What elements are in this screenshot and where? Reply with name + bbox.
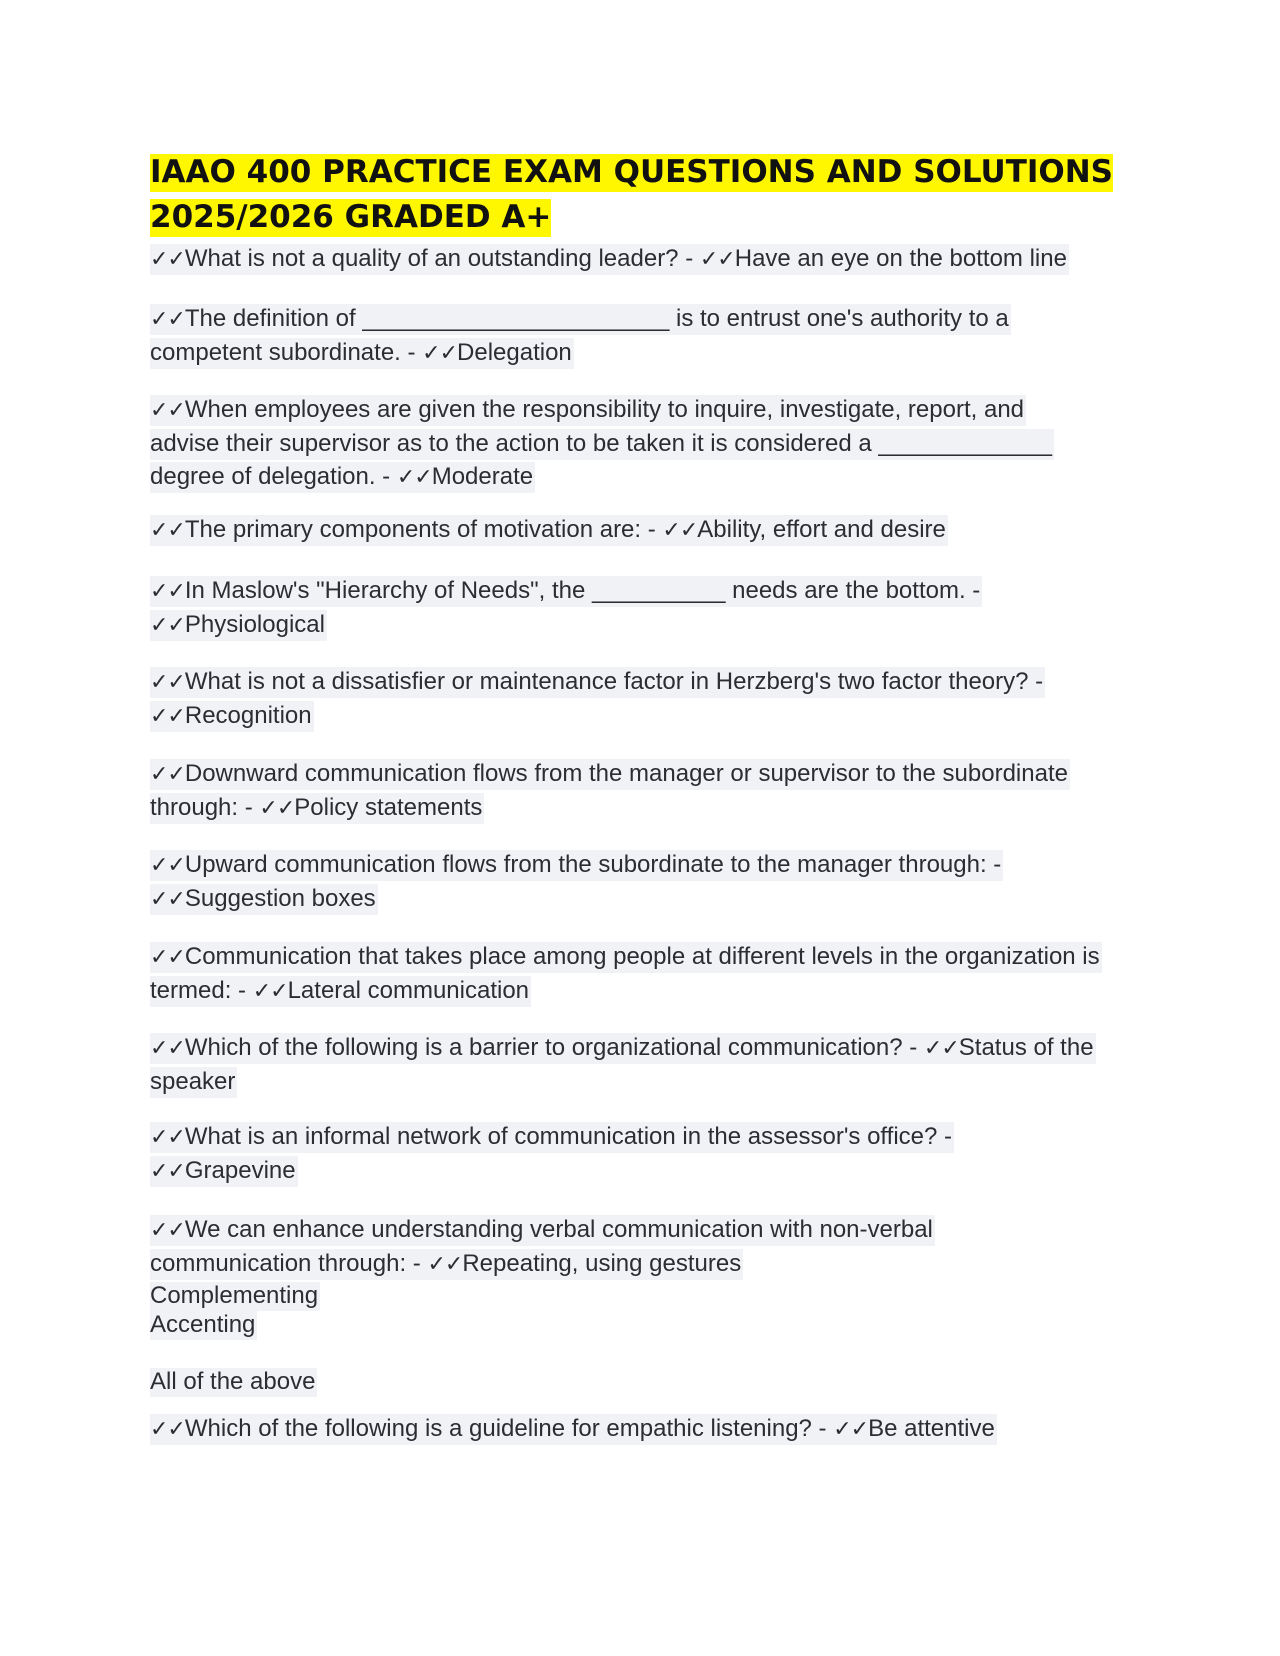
question-text: The primary components of motivation are: - <box>184 516 663 543</box>
check-icon: ✓✓ <box>150 1159 185 1184</box>
answer-text: Recognition <box>184 702 312 729</box>
qa-item <box>150 665 1100 733</box>
check-icon: ✓✓ <box>150 247 185 272</box>
check-icon: ✓✓ <box>699 247 735 272</box>
check-icon: ✓✓ <box>150 670 185 695</box>
question-text: Downward communication flows from the manager or supervisor to the subordinate through: - <box>150 760 1068 821</box>
question-text: Which of the following is a barrier to organizational communication? - <box>184 1034 924 1061</box>
qa-item <box>150 302 1060 370</box>
answer-text: Ability, effort and desire <box>697 516 946 543</box>
qa-item <box>150 940 1140 1008</box>
check-icon: ✓✓ <box>150 1417 185 1442</box>
qa-item <box>150 1213 1010 1398</box>
check-icon: ✓✓ <box>252 979 288 1004</box>
answer-text: Repeating, using gestures <box>462 1250 742 1277</box>
check-icon: ✓✓ <box>150 613 185 638</box>
answer-trailing-line: All of the above <box>150 1368 316 1395</box>
check-icon: ✓✓ <box>923 1036 959 1061</box>
document-title <box>150 150 1130 240</box>
check-icon: ✓✓ <box>427 1252 463 1277</box>
check-icon: ✓✓ <box>396 465 432 490</box>
question-text: What is not a quality of an outstanding leader? - <box>184 245 700 272</box>
qa-item <box>150 242 1140 276</box>
answer-text: Lateral communication <box>287 977 530 1004</box>
qa-item <box>150 848 1050 916</box>
check-icon: ✓✓ <box>150 762 185 787</box>
check-icon: ✓✓ <box>150 518 185 543</box>
question-text: What is an informal network of communication in the assessor's office? - <box>184 1123 953 1150</box>
check-icon: ✓✓ <box>150 945 185 970</box>
check-icon: ✓✓ <box>259 796 295 821</box>
answer-text: Suggestion boxes <box>184 885 376 912</box>
check-icon: ✓✓ <box>150 398 185 423</box>
qa-item <box>150 1412 1140 1446</box>
check-icon: ✓✓ <box>150 307 185 332</box>
question-text: We can enhance understanding verbal communication with non-verbal communication through: - <box>150 1216 933 1277</box>
check-icon: ✓✓ <box>662 518 698 543</box>
answer-text: Delegation <box>457 339 572 366</box>
answer-text: Grapevine <box>184 1157 296 1184</box>
check-icon: ✓✓ <box>833 1417 869 1442</box>
title-line-2: 2025/2026 GRADED A+ <box>150 199 552 235</box>
check-icon: ✓✓ <box>150 887 185 912</box>
qa-item <box>150 513 1140 547</box>
qa-item <box>150 1120 1010 1188</box>
check-icon: ✓✓ <box>150 1036 185 1061</box>
check-icon: ✓✓ <box>150 579 185 604</box>
answer-text: Moderate <box>431 463 534 490</box>
answer-text: Physiological <box>184 611 325 638</box>
check-icon: ✓✓ <box>150 704 185 729</box>
answer-text: Status of the speaker <box>150 1034 1094 1095</box>
check-icon: ✓✓ <box>150 853 185 878</box>
question-text: Which of the following is a guideline for empathic listening? - <box>184 1415 834 1442</box>
answer-extra-line: Accenting <box>150 1311 256 1338</box>
answer-text: Have an eye on the bottom line <box>734 245 1067 272</box>
question-text: The definition of _______________________ is to entrust one's authority to a competent subordinate. - <box>150 305 1009 366</box>
qa-item <box>150 393 1070 494</box>
title-line-1: IAAO 400 PRACTICE EXAM QUESTIONS AND SOLUTIONS <box>150 154 1113 190</box>
question-text: What is not a dissatisfier or maintenance factor in Herzberg's two factor theory? - <box>184 668 1044 695</box>
answer-text: Policy statements <box>294 794 483 821</box>
check-icon: ✓✓ <box>422 341 458 366</box>
answer-extra-line: Complementing <box>150 1282 319 1309</box>
answer-text: Be attentive <box>868 1415 995 1442</box>
question-text: Communication that takes place among people at different levels in the organization is termed: - <box>150 943 1100 1004</box>
qa-item <box>150 1031 1110 1098</box>
qa-item <box>150 757 1140 825</box>
check-icon: ✓✓ <box>150 1125 185 1150</box>
question-text: When employees are given the responsibility to inquire, investigate, report, and advise their supervisor as to the action to be taken it is considered a _____________ degree of delegation. - <box>150 396 1052 490</box>
check-icon: ✓✓ <box>150 1218 185 1243</box>
qa-item <box>150 574 1030 642</box>
question-text: Upward communication flows from the subordinate to the manager through: - <box>184 851 1002 878</box>
question-text: In Maslow's "Hierarchy of Needs", the __________ needs are the bottom. - <box>184 577 981 604</box>
